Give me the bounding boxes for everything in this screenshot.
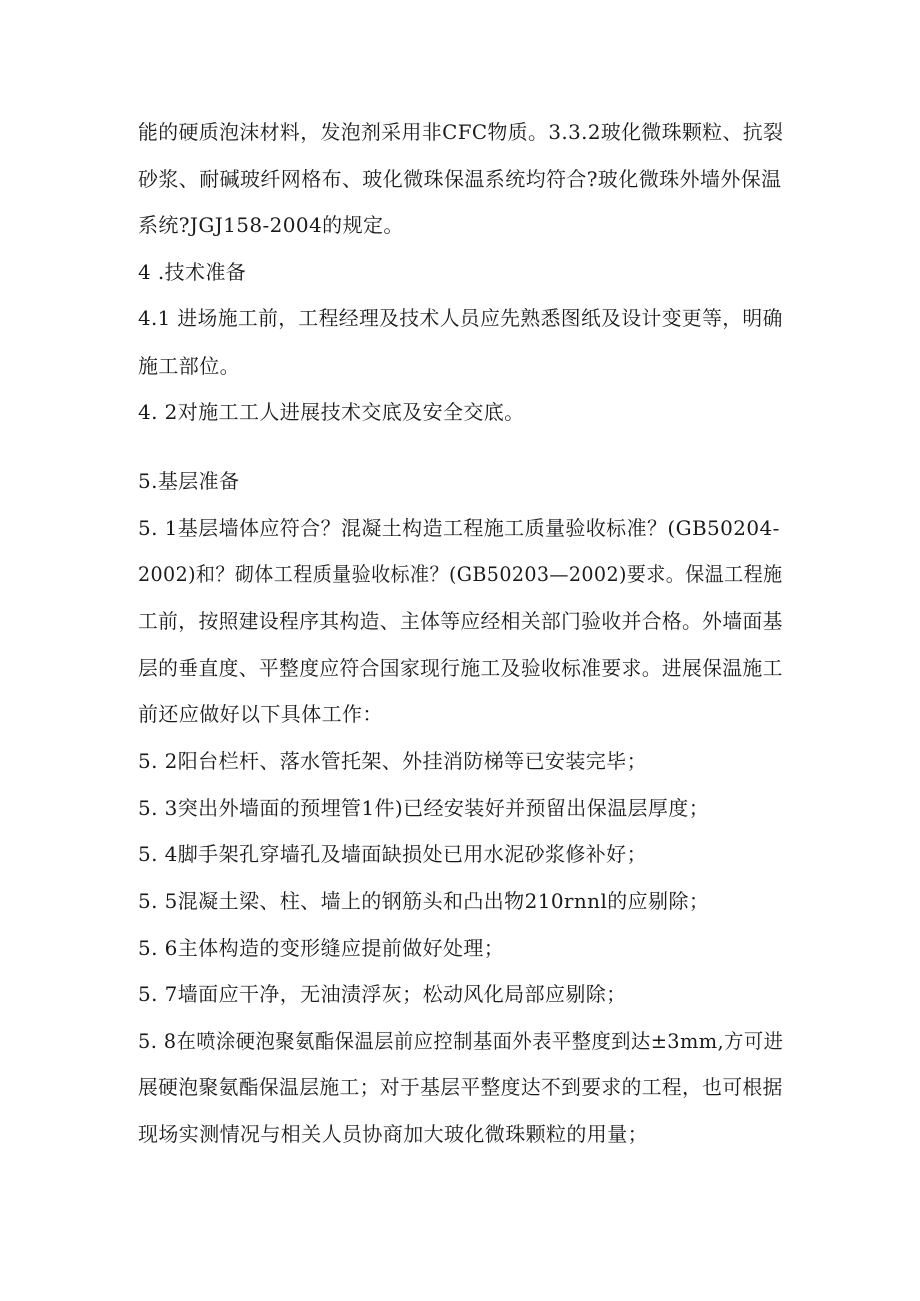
text-line: 层的垂直度、平整度应符合国家现行施工及验收标准要求。进展保温施工 [138,656,783,680]
text-line: 5. 1基层墙体应符合？混凝土构造工程施工质量验收标准？(GB50204- [138,516,780,540]
text-line: 5. 6主体构造的变形缝应提前做好处理； [138,936,505,960]
text-line: 前还应做好以下具体工作： [138,702,383,726]
text-line: 工前，按照建设程序其构造、主体等应经相关部门验收并合格。外墙面基 [138,609,783,633]
text-line: 5. 8在喷涂硬泡聚氨酯保温层前应控制基面外表平整度到达±3mm,方可进 [138,1029,784,1053]
text-line: 5. 4脚手架孔穿墙孔及墙面缺损处已用水泥砂浆修补好； [138,842,647,866]
text-line: 4.1 进场施工前，工程经理及技术人员应先熟悉图纸及设计变更等，明确 [138,306,783,330]
text-line: 5. 7墙面应干净，无油渍浮灰；松动风化局部应剔除； [138,982,627,1006]
text-line: 现场实测情况与相关人员协商加大玻化微珠颗粒的用量； [138,1122,648,1146]
text-line: 能的硬质泡沫材料，发泡剂采用非CFC物质。3.3.2玻化微珠颗粒、抗裂 [138,120,784,144]
section-heading: 5.基层准备 [138,469,240,493]
text-line: 施工部位。 [138,354,240,378]
text-line: 5. 3突出外墙面的预埋管1件)已经安装好并预留出保温层厚度； [138,796,710,820]
text-line: 4. 2对施工工人进展技术交底及安全交底。 [138,400,525,424]
text-line: 系统?JGJ158-2004的规定。 [138,213,404,237]
text-line: 2002)和？砌体工程质量验收标准？(GB50203—2002)要求。保温工程施 [138,562,783,586]
text-line: 展硬泡聚氨酯保温层施工；对于基层平整度达不到要求的工程，也可根据 [138,1075,783,1099]
text-line: 5. 2阳台栏杆、落水管托架、外挂消防梯等已安装完毕； [138,749,647,773]
text-line: 砂浆、耐碱玻纤网格布、玻化微珠保温系统均符合?玻化微珠外墙外保温 [138,167,782,191]
text-line: 5. 5混凝土梁、柱、墙上的钢筋头和凸出物210rnnl的应剔除； [138,889,710,913]
section-heading: 4 .技术准备 [138,260,247,284]
